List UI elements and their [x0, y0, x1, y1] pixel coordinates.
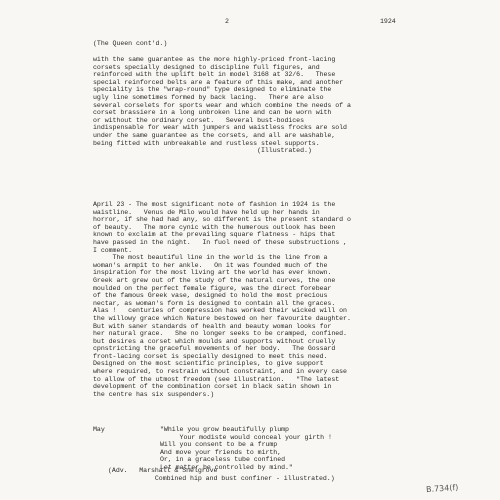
paragraph-april-23: April 23 - The most significant note of fashion in 1924 is the waistline. Venus de Milo would have held up her hands in horror, if she had had any, so different is the present standard o of beauty. The more cynic with the humerous outlook has been known to exclaim at the prevailing square flatness - hips that have passed in the night. In fuol need of these substructions , I comment. The most beautiful line in the world is the line from a woman's armpit to her ankle. On it was founded much of the inspiration for the most living art the world has ever known. Greek art grew out of the study of the natural curves, the one moulded on the perfect female figure, was the direct forebear of the famous Greek vase, designed to hold the most precious nectar, as woman's form is designed to contain all the graces. Alas ! centuries of compression has worked their wicked will on the willowy grace which Nature bestowed on her favourite daughter. But with saner standards of health and beauty woman looks for her natural grace. She no longer seeks to be cramped, confined. but desires a corset which moulds and supports without cruelly cpnstricting the graceful movements of her body. The Gossard front-lacing corset is specially designed to meet this need. Designed on the most scientific principles, to give support where required, to restrain without constraint, and in every case to allow of the utmost freedom (see illustration. "The latest development of the combination corset in black satin shown in the centre has six suspenders.) [93, 201, 351, 398]
may-poem: "While you grow beautifully plump Your modiste would conceal your girth ! Will you consent to be a frump And move your friends to mirth, Or, in a graceless tube confined Let matter be controlled by mind." [160, 426, 332, 471]
header-year: 1924 [380, 18, 396, 25]
advert-note: (Adv. Marshall & Snelgrove Combined hip and bust confiner - illustrated.) [108, 467, 335, 482]
paragraph-queen-continued: with the same guarantee as the more highly-priced front-lacing corsets specially designed to discipline full figures, and reinforced with the uplift belt in model 3168 at 32/6. These special reinforced belts are a feature of this make, and another speciality is the "wrap-round" type designed to eliminate the ugly line sometimes formed by back lacing. There are also several corselets for sports wear and which combine the needs of a corset brassiere in a long unbroken line and can be worn with or without the ordinary corset. Several bust-bodices indispensable for wear with jumpers and waistless frocks are sold under the same guarantee as the corsets, and all are washable, being fitted with unbreakable and rustless steel supports. (Illustrated.) [93, 56, 351, 155]
page-number: 2 [225, 18, 229, 25]
continuation-heading: (The Queen cont'd.) [93, 40, 168, 47]
archive-stamp: B.734(f) [425, 482, 459, 495]
may-label: May [93, 426, 105, 433]
